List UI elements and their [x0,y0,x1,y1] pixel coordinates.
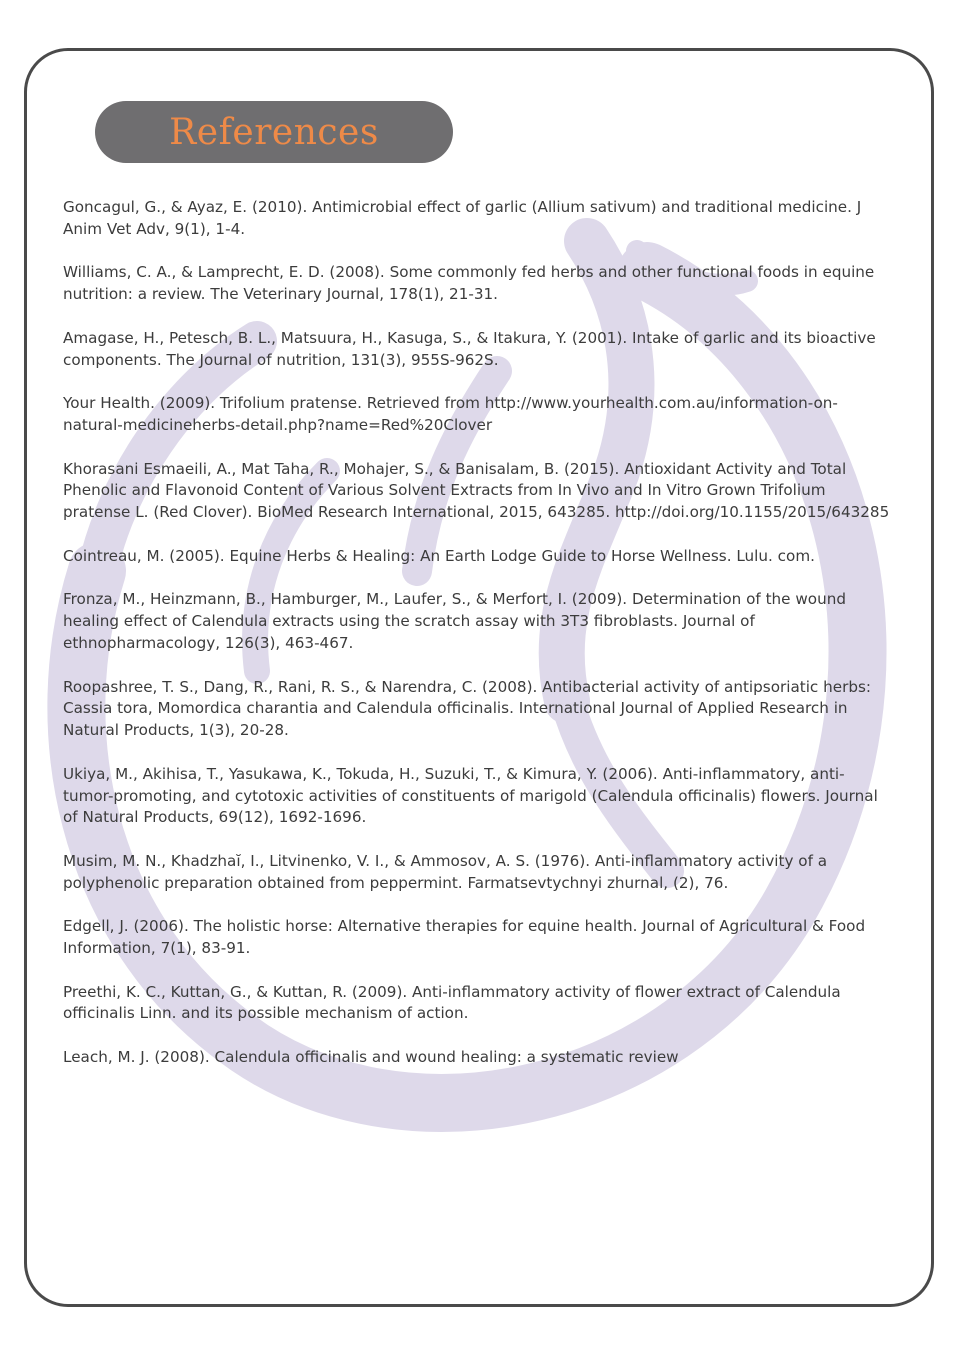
reference-item: Amagase, H., Petesch, B. L., Matsuura, H., Kasuga, S., & Itakura, Y. (2001). Intake of garlic and its bioactive components. The Journal of nutrition, 131(3), 955S-962S. [63,328,876,369]
title-banner [95,101,453,163]
reference-item: Goncagul, G., & Ayaz, E. (2010). Antimicrobial effect of garlic (Allium sativum) and traditional medicine. J Anim Vet Adv, 9(1), 1-4. [63,198,862,238]
reference-item: Cointreau, M. (2005). Equine Herbs & Healing: An Earth Lodge Guide to Horse Wellness. Lulu. com. [63,546,815,565]
reference-item: Fronza, M., Heinzmann, B., Hamburger, M., Laufer, S., & Merfort, I. (2009). Determination of the wound healing effect of Calendula extracts using the scratch assay with 3T3 fibroblasts. Journal of ethnopharmacology, 126(3), 463-467. [63,590,846,652]
reference-item: Williams, C. A., & Lamprecht, E. D. (2008). Some commonly fed herbs and other functional foods in equine nutrition: a review. The Veterinary Journal, 178(1), 21-31. [63,263,875,304]
reference-item: Ukiya, M., Akihisa, T., Yasukawa, K., Tokuda, H., Suzuki, T., & Kimura, Y. (2006). Anti-inflammatory, anti-tumor-promoting, and cytotoxic activities of constituents of marigold (Calendula officinalis) flowers. Journal of Natural Products, 69(12), 1692-1696. [63,764,878,827]
references-list [63,197,895,1091]
reference-item: Musim, M. N., Khadzhaĭ, I., Litvinenko, V. I., & Ammosov, A. S. (1976). Anti-inflammatory activity of a polyphenolic preparation obtained from peppermint. Farmatsevtychnyi zhurnal, (2), 76. [63,851,828,892]
page-frame [24,48,934,1307]
reference-item: Edgell, J. (2006). The holistic horse: Alternative therapies for equine health. Journal of Agricultural & Food Information, 7(1), 83-91. [63,917,866,958]
reference-item: Preethi, K. C., Kuttan, G., & Kuttan, R. (2009). Anti-inflammatory activity of flower extract of Calendula officinalis Linn. and its possible mechanism of action. [63,982,841,1023]
page-title: References [169,111,379,153]
reference-item: Leach, M. J. (2008). Calendula officinalis and wound healing: a systematic review [63,1048,679,1067]
reference-item: Your Health. (2009). Trifolium pratense. Retrieved from http://www.yourhealth.com.au/information-on-natural-medicineherbs-detail.php?name=Red%20Clover [63,394,838,434]
reference-item: Roopashree, T. S., Dang, R., Rani, R. S., & Narendra, C. (2008). Antibacterial activity of antipsoriatic herbs: Cassia tora, Momordica charantia and Calendula officinalis. International Journal of Applied Research in Natural Products, 1(3), 20-28. [63,677,871,740]
reference-item: Khorasani Esmaeili, A., Mat Taha, R., Mohajer, S., & Banisalam, B. (2015). Antioxidant Activity and Total Phenolic and Flavonoid Content of Various Solvent Extracts from In Vivo and In Vitro Grown Trifolium pratense L. (Red Clover). BioMed Research International, 2015, 643285. http://doi.org/10.1155/2015/643285 [63,459,890,522]
